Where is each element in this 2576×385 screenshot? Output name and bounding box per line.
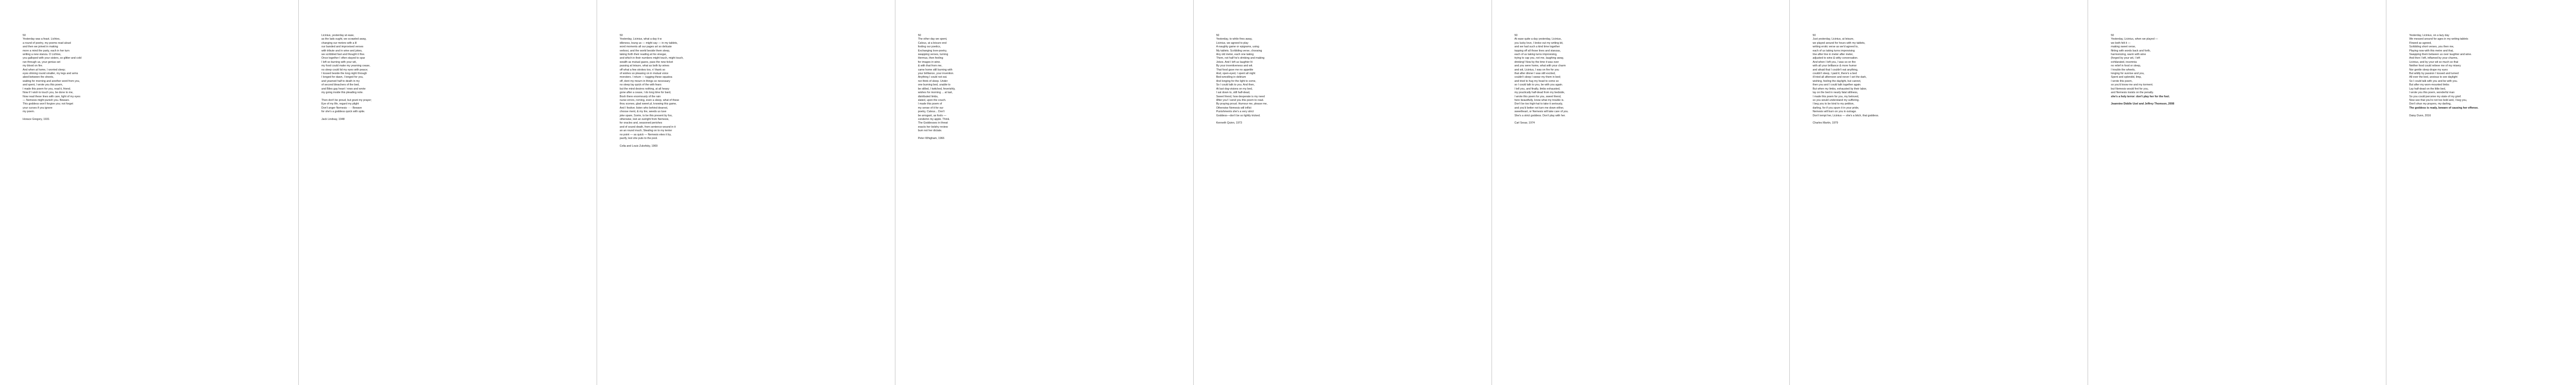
- poem-line: abed between the sheets,: [23, 76, 54, 79]
- poem-line: Sweet friend, how desperate is my need: [1216, 95, 1265, 98]
- poem-line: A naughty game or epigrams, using: [1216, 45, 1259, 49]
- poem-line: of second bleachers of the bed,: [321, 83, 360, 87]
- poem-line: you lucky love, I broke out my writing kit,: [1514, 41, 1564, 45]
- poem-line: waiting for morning and another word from you,: [23, 79, 80, 83]
- poem-line: otherwise, lest an outright from Nemesis,: [619, 117, 669, 121]
- poem-text: [1216, 34, 1482, 126]
- poem-line: I tell you, and finally, limbs exhausted,: [1514, 87, 1561, 91]
- poem-line: of wishes so pleasing on in mutual voice: [619, 72, 669, 76]
- poem-line: and we had such a kind time together: [1514, 45, 1560, 49]
- poem-line: Calvus, at a leisure end: [918, 41, 947, 45]
- poem-line: But after my worn-mounted limbs: [2409, 83, 2449, 87]
- poem-page: [1789, 0, 2088, 385]
- poem-line: be stilled, I twitched, feverishly,: [918, 87, 956, 91]
- poem-line: Yesterday, Licinius, on a lazy day: [2409, 34, 2449, 37]
- poem-line: Now read these lines with care, light of my eyes: [23, 95, 80, 98]
- poem-line: my going inside this pleading note.: [321, 91, 364, 95]
- poem-line: Otherwise Nemesis will inflict: [1216, 106, 1251, 110]
- poem-line: gone after a cease, I do long time for bard,: [619, 91, 671, 95]
- poem-line: I beg you to be kind to my petition,: [1812, 102, 1855, 106]
- poem-line: we scribbled fast and thought it fine.: [321, 53, 365, 57]
- poem-line: nurse errors, rorning, even a sleep, what of these: [619, 98, 680, 102]
- translator-attribution: Peter Whigham, 1966: [918, 136, 944, 140]
- poem-line: Then don't be proud, but grant my prayer;: [321, 98, 372, 102]
- poem-line: and of sound death, from sentence wound in it: [619, 125, 676, 129]
- translator-attribution: Charles Martin, 1979: [1812, 121, 1838, 125]
- poem-number: 50: [23, 34, 26, 37]
- poem-text: [2111, 34, 2377, 107]
- poem-line: harmonizing, warm with wine: [2111, 53, 2146, 57]
- translator-attribution: Horace Gregory, 1931: [23, 117, 50, 121]
- poem-line: so you would understand my suffering.: [1812, 98, 1859, 102]
- poem-text: [2409, 34, 2576, 118]
- poem-line: Yesterday was a feast. Lichtes,: [23, 38, 60, 41]
- poem-line: Nemesis will burn on you in outrage.: [1812, 110, 1857, 114]
- poem-line: distributed limbs,: [918, 95, 939, 98]
- translator-attribution: Daisy Dunn, 2016: [2409, 114, 2431, 117]
- poem-line: my blood on fire.: [23, 64, 43, 68]
- poem-line: writing erotic verse as we'd agreed to,: [1812, 45, 1859, 49]
- translator-attribution: Jack Lindsay, 1948: [321, 117, 345, 121]
- poem-line: condemn my apple. Think.: [918, 117, 950, 121]
- poem-line: By praying proud. Humour me, please me,: [1216, 102, 1268, 106]
- poem-line: as the lads ought, we scrawled away,: [321, 38, 367, 41]
- poem-line: Goddess—don't be so lightly tricked.: [1216, 114, 1261, 117]
- poem-line: She's a strict goddess. Don't play with her.: [1514, 114, 1566, 117]
- poem-line: and wit, Licinius, I was on fire for you: [1514, 68, 1560, 72]
- poem-line: The goddess is ready, beware of causing her offense.: [2409, 106, 2479, 110]
- poem-line: By your inventiveness and wit.: [1216, 64, 1253, 68]
- poem-line: no point — as quick — Nemesis ekes it by,: [619, 133, 672, 136]
- poem-line: I sat down to, still half-dead,: [1216, 91, 1250, 95]
- poem-line: — Nemesis might punish you. Beware.: [23, 98, 70, 102]
- poem-line: for images in wine.: [918, 60, 941, 64]
- poem-page: [2088, 0, 2386, 385]
- poem-line: So you could perceive my state of my grief.: [2409, 95, 2462, 98]
- poem-line: So I could talk with you and be with you.: [2409, 79, 2458, 83]
- poem-line: my practically half-dead from my bedside,: [1514, 91, 1565, 95]
- poem-line: and tried to hug my head to come so: [1514, 79, 1559, 83]
- poem-text: [1515, 34, 1781, 126]
- poem-line: I made this poem for you, read it, friend.: [23, 87, 71, 91]
- poem-line: no sleep could lid my eyes with peace;: [321, 68, 368, 72]
- poem-line: All over the bed, anxious to see daylight: [2409, 76, 2458, 79]
- poem-line: my food could make my yearning cease,: [321, 64, 370, 68]
- poem-line: so I could talk to you, be with you again.: [1514, 83, 1563, 87]
- poem-line: I wrote you this poem, wonderful man: [2409, 91, 2455, 95]
- poem-line: Once together I often stayed to spar: [321, 57, 365, 60]
- poem-line: choose ment, & my lire, weeds us tuve: [619, 110, 667, 114]
- spacer: [2111, 99, 2377, 102]
- poem-line: Now if I wish to touch you, be done to me,: [23, 91, 74, 95]
- poem-line: but the mind desires nothing, at all heavy: [619, 87, 670, 91]
- poem-line: exacts her bolshy review: [918, 125, 948, 129]
- poem-number: 50: [1812, 34, 1816, 37]
- poem-line: our banded and improvised verses: [321, 45, 364, 49]
- poem-line: joke spare, Sorrie, to be this present by foo,: [619, 114, 673, 117]
- poem-line: And, open-eyed, I spent all night: [1216, 72, 1256, 76]
- poem-line: fooling our poetics,: [918, 45, 941, 49]
- poem-line: Yesterday, Licinius, when we played —: [2111, 38, 2158, 41]
- poem-line: no sleep lay quick of the with fears: [619, 83, 662, 87]
- poem-line: idleness, loung us — might say — in my tablets,: [619, 41, 678, 45]
- poem-line: and afraid that I couldn't eat anything,: [1812, 68, 1858, 72]
- poem-line: for she's a goddess quick with spite.: [321, 110, 365, 114]
- poem-line: but Nemesis would fret for you,: [2111, 87, 2149, 91]
- poem-line: wishing, feeling the daylight, but cannot,: [1812, 79, 1861, 83]
- poem-line: and spent, I wrote you this poem,: [23, 83, 63, 87]
- poem-line: for oracles and, seasoned perishes: [619, 121, 663, 125]
- poem-line: Hermus, then feeling: [918, 57, 943, 60]
- poem-line: Punishments she's a very strict: [1216, 110, 1254, 114]
- poem-line: But wildly by passion I tossed and turned: [2409, 72, 2459, 76]
- poem-line: your brilliance, your invention.: [918, 72, 954, 76]
- poem-line: and you were home, what with your charm: [1514, 64, 1566, 68]
- poem-line: word moments all our pages art so delicate: [619, 45, 672, 49]
- poem-line: then you and I could talk together again.: [1812, 83, 1861, 87]
- poem-line: my sense of it for our: [918, 106, 944, 110]
- poem-line: And when I left you, I was so on fire: [1812, 60, 1856, 64]
- poem-line: Lay half-dead on the little bed,: [2409, 87, 2446, 91]
- translator-attribution: Jeannine Diddle Uzel and Jeffrey Thomson, 2008: [2111, 102, 2175, 106]
- poem-page: [597, 0, 895, 385]
- poem-line: eyes shining round smaller, my legs and arms: [23, 72, 78, 76]
- poem-line: Yesterday, Licinius, what a day it w: [619, 38, 662, 41]
- poem-line: Licinius, we agreed to play: [1216, 41, 1249, 45]
- poem-line: with tribute and in wine and jokes,: [321, 49, 363, 52]
- poem-line: I longed for dawn, I longed for you,: [321, 76, 364, 79]
- poem-line: But when my limbs, exhausted by their labor,: [1812, 87, 1867, 91]
- poem-page: [1492, 0, 1790, 385]
- poem-line: And when at home, I worried sleep;: [23, 68, 66, 72]
- poem-line: Licinius, yesterday at ease,: [321, 34, 354, 37]
- poem-line: swapping verses, turning: [918, 53, 948, 57]
- poem-line: exhilarated, insomnia: [2111, 60, 2137, 64]
- poem-line: slated, upon the couch.: [918, 98, 946, 102]
- poem-line: flirting with words back and forth,: [2111, 49, 2151, 52]
- poem-number: 50: [918, 34, 921, 37]
- poem-line: making sweet verse,: [2111, 45, 2136, 49]
- poem-line: And then I left, inflamed by your charms,: [2409, 57, 2458, 60]
- poem-line: The Goddesses in threat: [918, 121, 948, 125]
- poem-line: We messed around for ages in my writing tablets: [2409, 38, 2468, 41]
- poem-line: couldn't sleep I swear my them in bed;: [1514, 76, 1561, 79]
- poem-line: Flowed as agreed,: [2409, 41, 2432, 45]
- spacer: [918, 133, 1184, 137]
- poem-line: with all your brilliance & more humor: [1812, 64, 1857, 68]
- poem-line: Spent and splendid, limp,: [2111, 76, 2142, 79]
- poem-line: So I could talk to you. And then,: [1216, 83, 1255, 87]
- poem-line: one burning bed, unable to: [918, 83, 951, 87]
- poem-line: This goddess won't forgive you; not forget: [23, 102, 73, 106]
- poem-line: your curses if you ignore: [23, 106, 53, 110]
- poem-line: and Biles gay heart / rows and wrote: [321, 87, 366, 91]
- spacer: [321, 114, 587, 118]
- poem-text: [321, 34, 587, 121]
- poem-line: Nor gentle sleep drape my eyes: [2409, 68, 2448, 72]
- translator-attribution: Kenneth Quinn, 1973: [1216, 121, 1242, 125]
- poem-line: thou scenes, glad sweet pl, knowing this game,: [619, 102, 677, 106]
- poem-line: wishes for morning ... at last,: [918, 91, 953, 95]
- poem-line: and Nemesis insists on the penalty.: [2111, 91, 2154, 95]
- poem-line: we both felt it —: [2111, 41, 2131, 45]
- poem-line: (forged by your wit, I left: [2111, 57, 2140, 60]
- poem-line: more a mind the party, each in her turn: [23, 49, 70, 52]
- poem-line: and you'd better not turn me down either,: [1514, 106, 1564, 110]
- poem-number: 50: [619, 34, 623, 37]
- poem-line: I tossed beside the long night through: [321, 72, 367, 76]
- poem-line: each of us taking turns improvising,: [1514, 53, 1557, 57]
- poem-page: [298, 0, 597, 385]
- poem-line: she's a holy terror: don't play her for the fool.: [2111, 95, 2170, 98]
- poem-line: I made this poem for you, my beloved,: [1812, 95, 1859, 98]
- poem-line: drinking! Now by the time it was over: [1514, 60, 1559, 64]
- poem-line: Now see that you're not too bold and, I beg you,: [2409, 98, 2467, 102]
- poem-line: My tablets. Scribbling verse, choosing: [1216, 49, 1262, 52]
- poem-line: be arrogant, as fools —: [918, 114, 946, 117]
- poem-line: couldn't sleep, I paid it, there's a bed: [1812, 72, 1857, 76]
- poem-line: Yesterday, to while fires away,: [1216, 38, 1252, 41]
- poem-line: Anything I could not eat.: [918, 76, 947, 79]
- poem-page: [1193, 0, 1492, 385]
- poem-line: Licinius, and by your wit so much so that: [2409, 60, 2459, 64]
- poem-line: Neither food could relieve me of my misery: [2409, 64, 2461, 68]
- poem-text: [23, 34, 289, 121]
- poem-line: topping off all those lines and stanzas,: [1514, 49, 1561, 52]
- poem-line: Them, not half he's drinking and making: [1216, 57, 1265, 60]
- poem-line: & with that from me,: [918, 64, 942, 68]
- poem-line: that after dinner I was still excited,: [1514, 72, 1556, 76]
- spacer: [620, 141, 886, 144]
- poem-page: [0, 0, 298, 385]
- poem-line: And I festive; listen who behind dearest,: [619, 106, 668, 110]
- poem-line: And longing for the light to come,: [1216, 79, 1257, 83]
- poem-line: we played around for hours with my tablets,: [1812, 41, 1866, 45]
- spacer: [23, 114, 289, 118]
- poem-line: Bosh there enormously of the rain: [619, 95, 661, 98]
- poem-line: so you'd know me and my torment.: [2111, 83, 2154, 87]
- poem-line: you galloped with your sisters, so glitter and cold: [23, 57, 81, 60]
- poem-line: nor think of sleep. Under: [918, 79, 948, 83]
- poem-line: Jokes. And I left us laughter lit: [1216, 60, 1252, 64]
- poem-line: wealth as mutual gazes, pass the new ticket: [619, 60, 673, 64]
- poem-line: no relief in food or sleep,: [2111, 64, 2141, 68]
- poem-line: each of us taking turns improvising: [1812, 49, 1855, 52]
- poem-line: That food gave me no appetite: [1216, 68, 1253, 72]
- poem-number: 50: [1514, 34, 1518, 37]
- poem-line: Eye of my life, regard my plight: [321, 102, 359, 106]
- poem-line: Any old meter, each one taking: [1216, 53, 1254, 57]
- poem-line: After you! I send you this poem to read.: [1216, 98, 1264, 102]
- poem-line: came home still burning with: [918, 68, 953, 72]
- poem-page: [2386, 0, 2576, 385]
- poem-line: lay on the bed in nearly fatal stillness,: [1812, 91, 1858, 95]
- poem-line: line after line in meter after meter,: [1812, 53, 1854, 57]
- poem-line: trying to cap you, not me, laughing away,: [1514, 57, 1564, 60]
- poem-line: Playing now with this metre and that,: [2409, 49, 2454, 52]
- poem-line: sweetheart, or Nemesis will take care of you.: [1514, 110, 1569, 114]
- poem-line: Just yesterday, Licinius, at leisure,: [1812, 38, 1854, 41]
- poem-line: ran through us, your genius set: [23, 60, 61, 64]
- poem-line: ill tried all afternoon and never I set the dark,: [1812, 76, 1867, 79]
- poem-line: here beautifully, know what my trouble is.: [1514, 98, 1564, 102]
- poem-line: and yearned half to death in my: [321, 79, 360, 83]
- poem-number: 50: [1216, 34, 1219, 37]
- poem-line: writing a new stanza. O Lichtes,: [23, 53, 61, 57]
- poem-line: Exchanging love-poetry,: [918, 49, 947, 52]
- poem-text: [1812, 34, 2078, 126]
- spacer: [1812, 118, 2078, 121]
- poem-line: The other day we spent,: [918, 38, 947, 41]
- poem-line: [321, 95, 587, 99]
- poem-line: monsters. I return — tugging these squatoa: [619, 76, 672, 79]
- poem-line: my poem.: [23, 110, 35, 114]
- poem-line: off, dont my mourn in things so necessary: [619, 79, 670, 83]
- poem-line: Swapping them between us over laughter and wine.: [2409, 53, 2472, 57]
- translator-attribution: Carl Sesar, 1974: [1514, 121, 1535, 125]
- poem-line: poetry, Calvus... Don't: [918, 110, 945, 114]
- poem-text: [620, 34, 886, 148]
- poem-line: a round of poetry, my poems read aloud: [23, 41, 71, 45]
- poem-line: pacify, lest she puts to the pool.: [619, 136, 658, 140]
- poem-line: At last dog-visions on my bed,: [1216, 87, 1253, 91]
- poem-line: changing our meters with a lil: [321, 41, 357, 45]
- poem-line: Don't anger Nemesis - - - Beware: [321, 106, 362, 110]
- spacer: [2409, 110, 2576, 114]
- poem-line: I left so burning with your wit,: [321, 60, 357, 64]
- poem-line: longing for sunrise and you,: [2111, 72, 2145, 76]
- poem-line: off what a few strokes too, n' thank so: [619, 68, 666, 72]
- poem-line: Don't shun my prayers, my darling,: [2409, 102, 2451, 106]
- poem-line: bum not her dictate.: [918, 129, 942, 133]
- spacer: [1515, 118, 1781, 121]
- translator-attribution: Celia and Louis Zukofsky, 1969: [619, 144, 658, 148]
- poem-line: and then we joined in making: [23, 45, 58, 49]
- poem-line: I wrote this poem,: [2111, 79, 2133, 83]
- poem-line: adjusted to wine & witty conversation.: [1812, 57, 1858, 60]
- poem-line: Bed-wrestling in delirium: [1216, 76, 1246, 79]
- poem-line: passing at leisure, what as both by wines: [619, 64, 670, 68]
- poem-text: [918, 34, 1184, 141]
- poem-line: At ease quite a day yesterday, Licinius,: [1514, 38, 1562, 41]
- poem-line: and which in their numbers might touch, might touch,: [619, 57, 684, 60]
- poem-line: I trouble the wheels,: [2111, 68, 2136, 72]
- poem-line: Scribbling short verses, you then me,: [2409, 45, 2454, 49]
- poem-line: I wrote this poem for you, sweet friend,: [1514, 95, 1562, 98]
- poem-line: an an round much; Stealing on to my tenter: [619, 129, 672, 133]
- poem-line: verbosi, and the world beside them sleep,: [619, 49, 670, 52]
- poem-number: 50: [2111, 34, 2114, 37]
- poem-page: [895, 0, 1193, 385]
- poem-line: Don't tempt her, Licinius — she's a bitch, that goddess.: [1812, 114, 1879, 117]
- poem-line: I made this poem of: [918, 102, 942, 106]
- poem-line: darling, for if you spurn it in your pride,: [1812, 106, 1859, 110]
- poem-line: Don't be too high-hat to take it seriously,: [1514, 102, 1563, 106]
- poem-line: taking forth their reading at his vinegar,: [619, 53, 667, 57]
- spacer: [1216, 118, 1482, 121]
